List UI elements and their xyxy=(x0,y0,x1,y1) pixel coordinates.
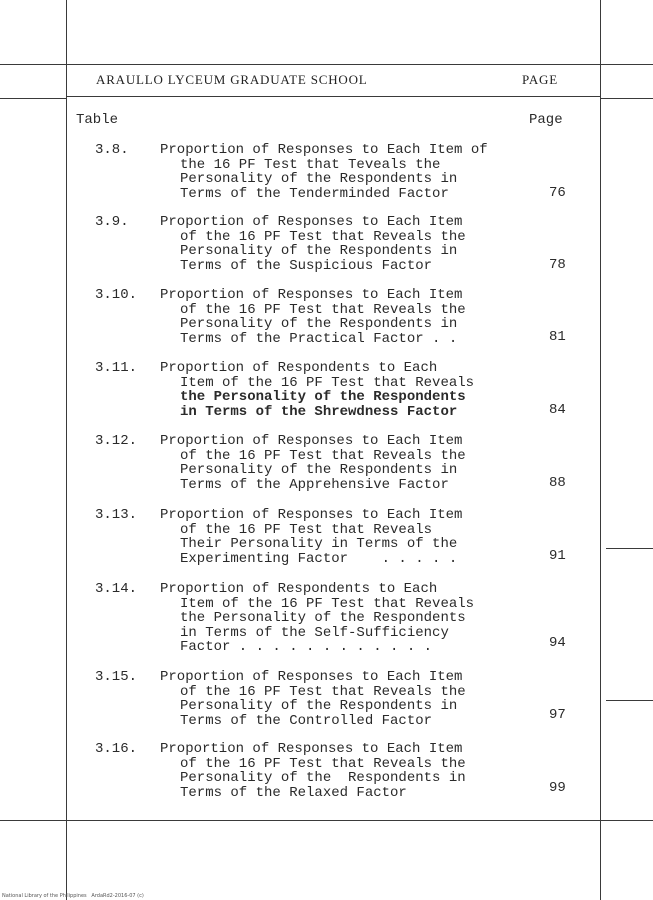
header-bottom-rule-right xyxy=(600,98,653,99)
entry-page-number: 88 xyxy=(549,475,566,491)
entry-page-number: 78 xyxy=(549,257,566,273)
entry-title xyxy=(160,215,540,273)
entry-number: 3.15. xyxy=(95,669,138,685)
entry-title xyxy=(160,582,540,655)
entry-title-line: Proportion of Responses to Each Item xyxy=(160,507,463,523)
right-margin-mark-1 xyxy=(606,548,653,549)
entry-title-line: of the 16 PF Test that Reveals the xyxy=(180,755,466,772)
entry-title xyxy=(160,361,540,419)
entry-page-number: 91 xyxy=(549,548,566,564)
entry-title-line: of the 16 PF Test that Reveals xyxy=(180,521,433,538)
entry-title-line: Proportion of Responses to Each Item xyxy=(160,287,463,303)
header-bottom-rule xyxy=(66,96,600,97)
entry-title-line: the 16 PF Test that Teveals the xyxy=(180,156,441,173)
entry-title-line: Proportion of Responses to Each Item xyxy=(160,741,463,757)
school-name: ARAULLO LYCEUM GRADUATE SCHOOL xyxy=(96,72,368,87)
entry-title-line: Proportion of Respondents to Each xyxy=(160,581,438,597)
entry-page-number: 99 xyxy=(549,780,566,796)
entry-page-number: 84 xyxy=(549,402,566,418)
entry-page-number: 94 xyxy=(549,635,566,651)
footer-rule xyxy=(0,820,653,821)
page-header xyxy=(66,64,600,96)
entry-number: 3.12. xyxy=(95,433,138,449)
entry-title-line: Their Personality in Terms of the xyxy=(180,536,458,553)
entry-page-number: 81 xyxy=(549,329,566,345)
entry-title-line: of the 16 PF Test that Reveals the xyxy=(180,447,466,464)
entry-title-line: Personality of the Respondents in xyxy=(180,698,458,715)
entry-title xyxy=(160,434,540,492)
entry-title xyxy=(160,742,540,800)
entry-title-line: Personality of the Respondents in xyxy=(180,171,458,188)
entry-number: 3.14. xyxy=(95,581,138,597)
entry-title-line: in Terms of the Self-Sufficiency xyxy=(180,624,449,641)
entry-title xyxy=(160,288,540,346)
entry-number: 3.9. xyxy=(95,214,129,230)
entry-title-line: Terms of the Suspicious Factor xyxy=(180,257,433,274)
entry-title-line: in Terms of the Shrewdness Factor xyxy=(180,403,458,420)
entry-title-line: of the 16 PF Test that Reveals the xyxy=(180,301,466,318)
entry-title-line: Proportion of Responses to Each Item xyxy=(160,214,463,230)
entry-title-line: Experimenting Factor . . . . . xyxy=(180,550,458,567)
scan-footer-text: National Library of the Philippines ArdaRd2-2016-07 (c) xyxy=(2,893,144,899)
entry-title xyxy=(160,670,540,728)
entry-page-number: 76 xyxy=(549,185,566,201)
entry-title-line: Terms of the Relaxed Factor xyxy=(180,784,407,801)
entry-title-line: of the 16 PF Test that Reveals the xyxy=(180,683,466,700)
entry-title xyxy=(160,508,540,566)
table-column-heading: Table xyxy=(76,112,119,128)
entry-title-line: the Personality of the Respondents xyxy=(180,610,466,627)
entry-title-line: Proportion of Responses to Each Item xyxy=(160,669,463,685)
entry-title-line: Proportion of Responses to Each Item xyxy=(160,433,463,449)
entry-title-line: Item of the 16 PF Test that Reveals xyxy=(180,374,475,391)
entry-title-line: Personality of the Respondents in xyxy=(180,316,458,333)
right-margin-mark-2 xyxy=(606,700,653,701)
entry-title-line: of the 16 PF Test that Reveals the xyxy=(180,228,466,245)
entry-title xyxy=(160,143,540,201)
entry-title-line: Terms of the Practical Factor . . xyxy=(180,330,458,347)
header-page-label: PAGE xyxy=(522,72,558,87)
left-margin-line xyxy=(66,0,67,900)
entry-title-line: Factor . . . . . . . . . . . . xyxy=(180,639,433,656)
entry-title-line: Personality of the Respondents in xyxy=(180,243,458,260)
entry-number: 3.8. xyxy=(95,142,129,158)
entry-title-line: Terms of the Controlled Factor xyxy=(180,712,433,729)
entry-number: 3.16. xyxy=(95,741,138,757)
header-bottom-rule-left xyxy=(0,98,66,99)
entry-title-line: Proportion of Respondents to Each xyxy=(160,360,438,376)
entry-title-line: Terms of the Tenderminded Factor xyxy=(180,185,449,202)
entry-number: 3.13. xyxy=(95,507,138,523)
entry-title-line: Item of the 16 PF Test that Reveals xyxy=(180,595,475,612)
entry-number: 3.11. xyxy=(95,360,138,376)
entry-number: 3.10. xyxy=(95,287,138,303)
entry-title-line: Personality of the Respondents in xyxy=(180,462,458,479)
entry-title-line: Proportion of Responses to Each Item of xyxy=(160,142,488,158)
page-column-heading: Page xyxy=(529,112,563,128)
entry-title-line: Personality of the Respondents in xyxy=(180,770,466,787)
right-margin-line xyxy=(600,0,601,900)
entry-title-line: Terms of the Apprehensive Factor xyxy=(180,476,449,493)
entry-title-line: the Personality of the Respondents xyxy=(180,389,466,406)
entry-page-number: 97 xyxy=(549,707,566,723)
